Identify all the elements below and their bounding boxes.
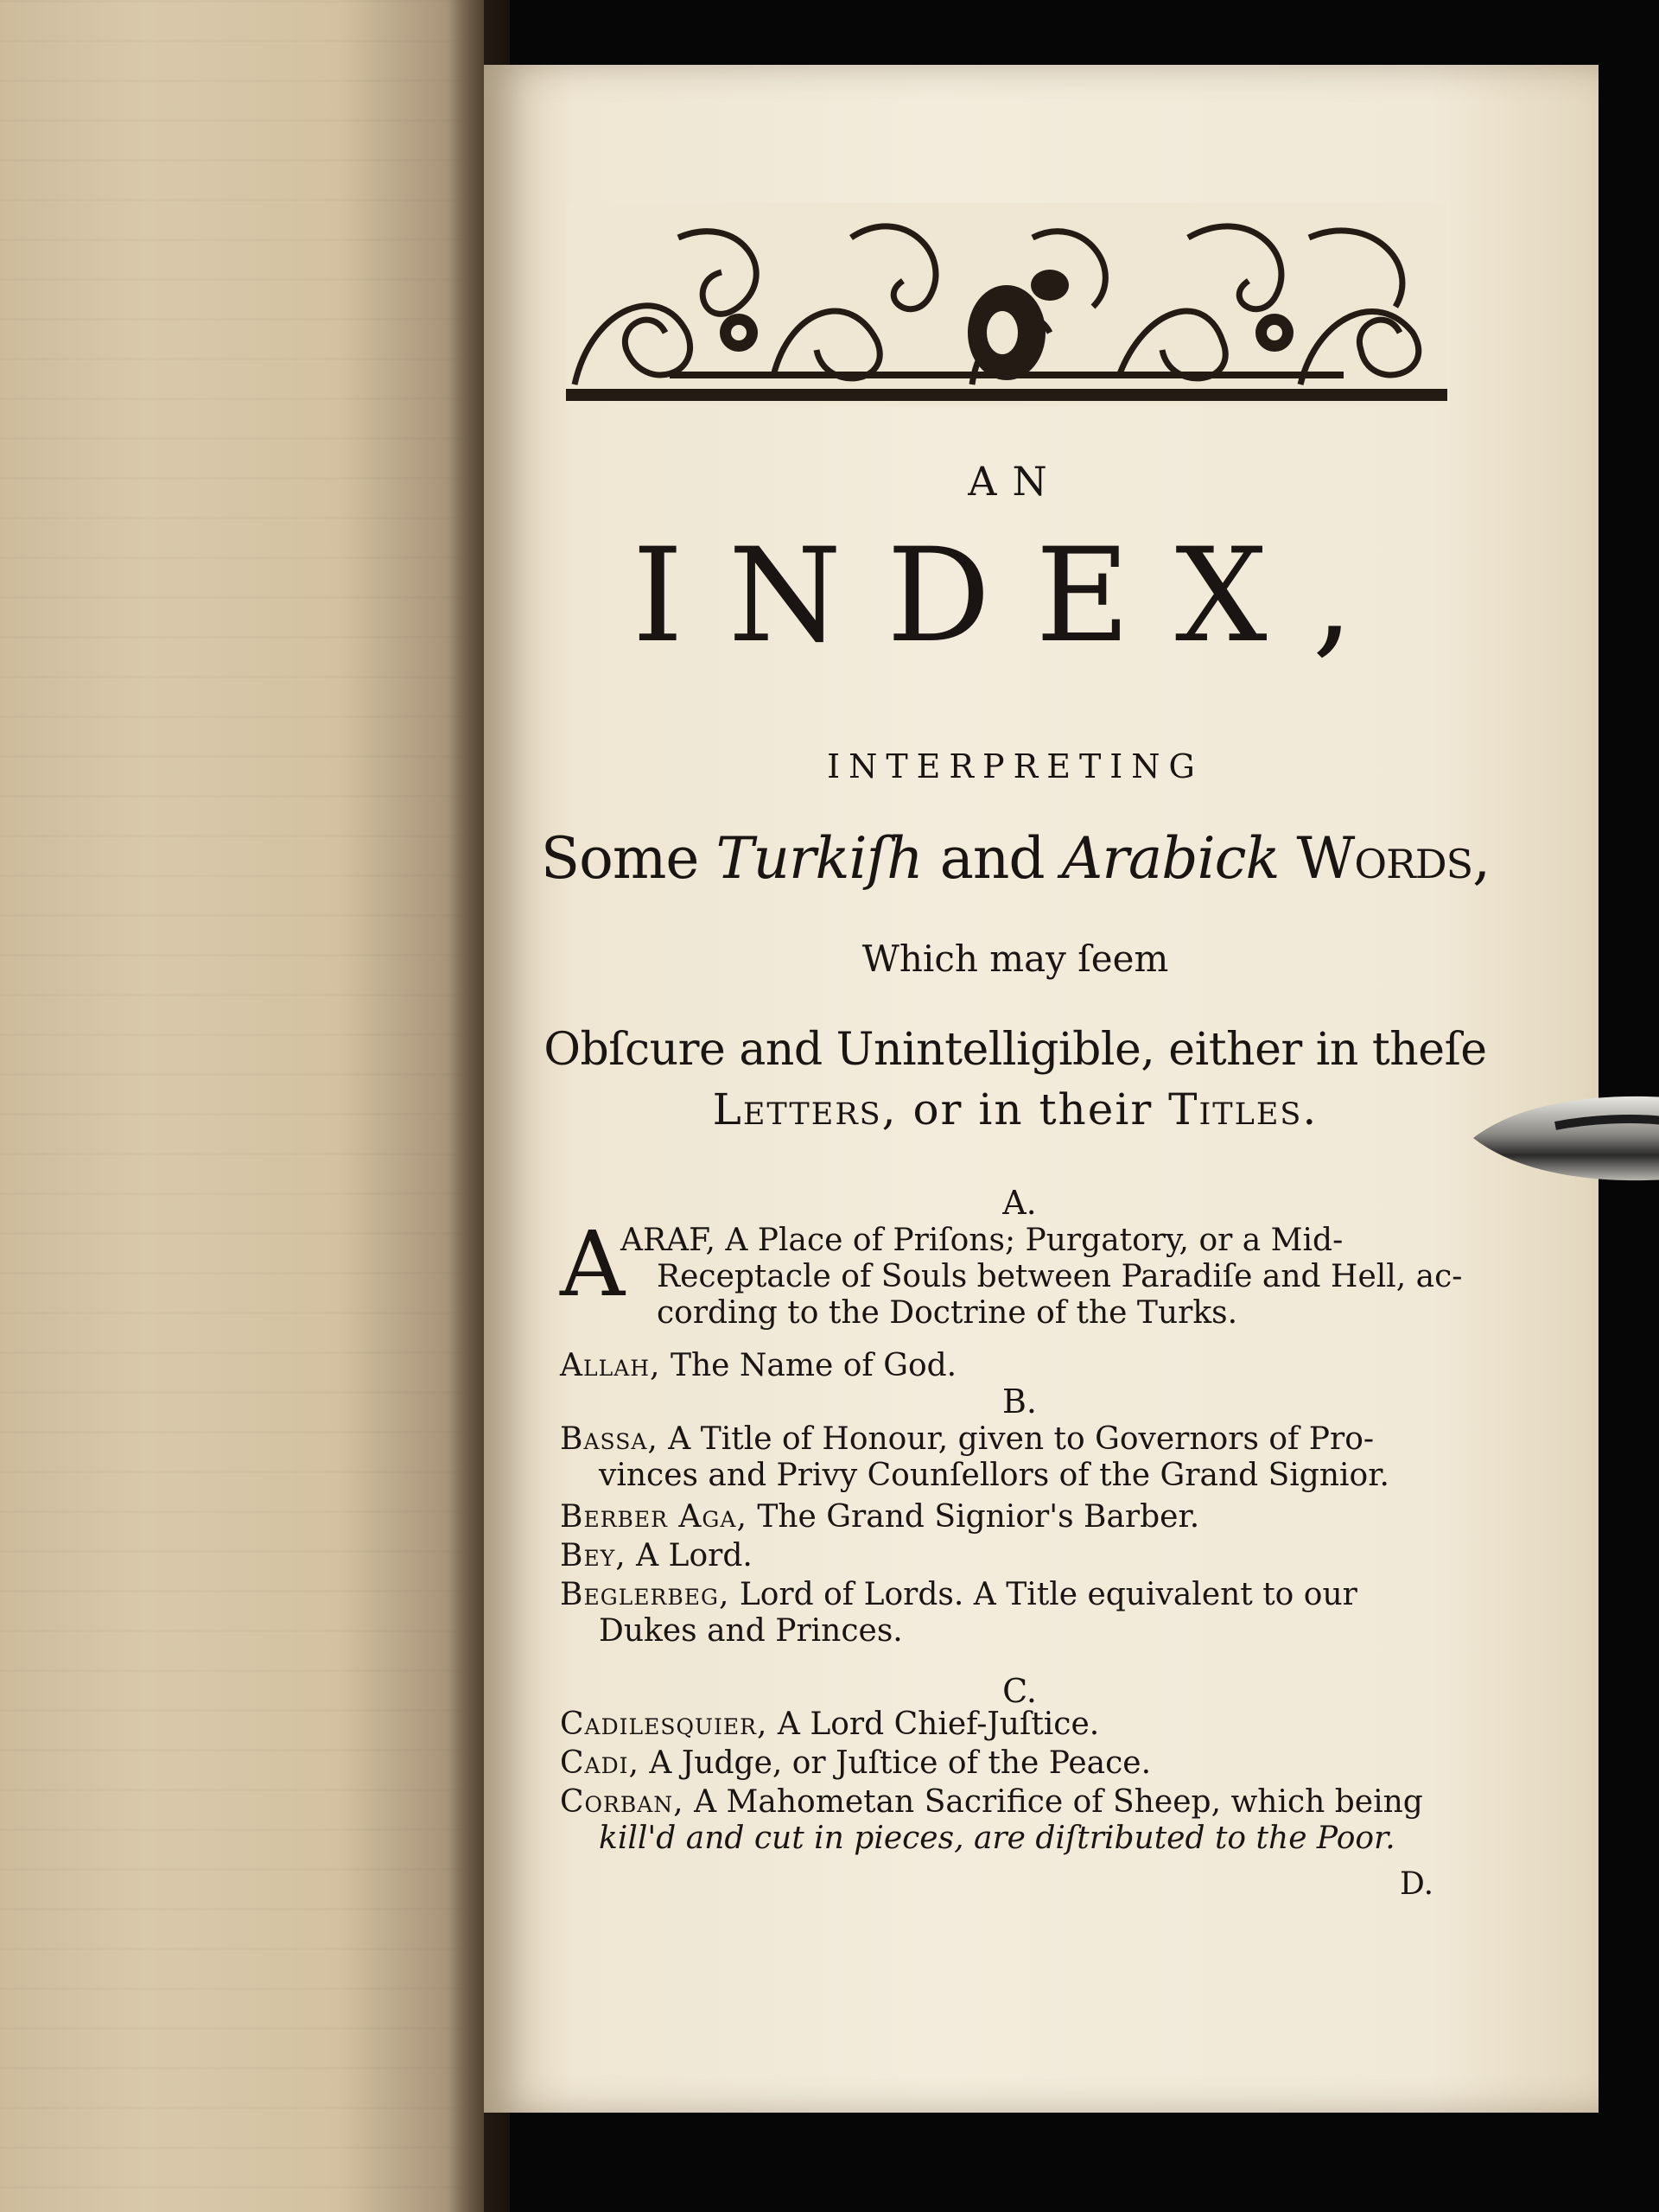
entry-cadi: [560, 1745, 1476, 1782]
entry-def: The Grand Signior's Barber.: [757, 1499, 1200, 1535]
entry-aaraf-line2: Receptacle of Souls between Paradiſe and Hell, ac-: [657, 1259, 1463, 1294]
entry-bassa: [560, 1421, 1476, 1494]
entry-cont: vinces and Privy Counſellors of the Grand Signior.: [599, 1458, 1389, 1493]
entry-term: Allah,: [560, 1348, 661, 1383]
section-letter-c: C.: [1002, 1672, 1037, 1710]
subtitle-words: Words,: [1296, 825, 1491, 892]
subtitle-some: Some: [540, 825, 699, 892]
subtitle-and: and: [939, 825, 1045, 892]
left-page: [0, 0, 484, 2212]
entry-term: Bey,: [560, 1538, 626, 1573]
entry-corban: [560, 1784, 1476, 1857]
metal-pointer-icon: [1469, 1084, 1659, 1192]
catchword: D.: [1400, 1866, 1434, 1902]
dropcap: A: [560, 1211, 626, 1317]
floral-headpiece-icon: [566, 203, 1447, 406]
entry-def: The Name of God.: [670, 1348, 957, 1383]
entry-cont: Dukes and Princes.: [599, 1613, 903, 1649]
entry-aaraf-line3: cording to the Doctrine of the Turks.: [657, 1295, 1238, 1331]
entry-def: Lord of Lords. A Title equivalent to our: [739, 1577, 1357, 1612]
entry-aaraf-line1: ARAF, A Place of Priſons; Purgatory, or a Mid-: [620, 1223, 1344, 1258]
entry-term: Cadilesquier,: [560, 1707, 768, 1742]
entry-term: Corban,: [560, 1784, 684, 1820]
subtitle-turkish: Turkiſh: [715, 825, 923, 892]
entry-allah: [560, 1348, 1476, 1384]
title-which: Which may ſeem: [861, 938, 1169, 980]
title-titles: Titles.: [1168, 1084, 1319, 1135]
entry-def: A Mahometan Sacrifice of Sheep, which being: [694, 1784, 1423, 1820]
title-or-in-their: or in their: [912, 1084, 1154, 1135]
subtitle-arabick: Arabick: [1061, 825, 1280, 892]
title-interpreting: INTERPRETING: [827, 747, 1204, 785]
entry-cadilesquier: [560, 1707, 1476, 1743]
title-obscure: Obſcure and Unintelligible, either in theſe: [543, 1024, 1487, 1076]
entry-aaraf: [560, 1211, 1476, 1332]
title-letters: Letters,: [712, 1084, 898, 1135]
entry-term: Berber Aga,: [560, 1499, 747, 1535]
entry-cont: kill'd and cut in pieces, are diſtributed to the Poor.: [599, 1821, 1395, 1856]
entry-term: Cadi,: [560, 1745, 639, 1781]
section-letter-a: A.: [1002, 1184, 1037, 1222]
entry-bey: [560, 1538, 1476, 1574]
title-an: AN: [968, 458, 1063, 505]
entry-def: A Title of Honour, given to Governors of Pro-: [668, 1421, 1375, 1457]
entry-term: Bassa,: [560, 1421, 658, 1457]
subtitle: [536, 825, 1495, 892]
entry-term: Beglerbeg,: [560, 1577, 730, 1612]
section-letter-b: B.: [1001, 1382, 1037, 1421]
right-page: [484, 65, 1599, 2113]
entry-def: A Judge, or Juſtice of the Peace.: [649, 1745, 1152, 1781]
entry-def: A Lord Chief-Juſtice.: [777, 1707, 1100, 1742]
title-letters-line: [536, 1084, 1495, 1135]
entry-def: A Lord.: [636, 1538, 753, 1573]
entry-beglerbeg: [560, 1577, 1476, 1649]
entry-berber-aga: [560, 1499, 1476, 1535]
page-title: INDEX,: [632, 521, 1399, 671]
